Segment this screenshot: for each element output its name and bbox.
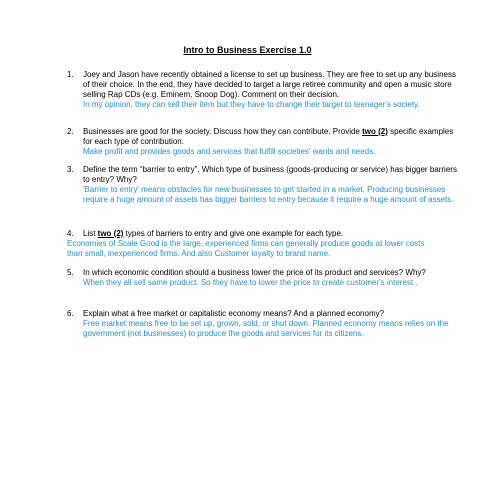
question-text-part: types of barriers to entry and give one example for each type.: [123, 229, 344, 238]
question-number: 2.: [67, 127, 74, 136]
answer-text: Free market means free to be set up, grown, sold, or shut down. Planned economy means relies on the government (not businesses) to produce the goods and services for its citizens.: [83, 319, 449, 338]
answer-text: When they all sell same product. So they have to lower the price to create customer's interest .: [83, 278, 418, 287]
question-number: 5.: [67, 268, 74, 277]
question-2: [67, 127, 457, 157]
question-number: 4.: [67, 229, 74, 238]
question-4: [67, 229, 457, 239]
question-number: 1.: [67, 70, 74, 79]
document-title: Intro to Business Exercise 1.0: [183, 45, 312, 55]
question-6: [67, 309, 457, 339]
question-text: Joey and Jason have recently obtained a license to set up business. They are free to set up any business of their choice. In the end, they have decided to target a large retiree community and open a music store selling Rap CDs (e.g. Eminem, Snoop Dog). Comment on their decision.: [83, 70, 456, 99]
answer-text: Make profit and provides goods and services that fulfill societies' wants and needs.: [83, 147, 376, 156]
question-text: In which economic condition should a business lower the price of its product and services? Why?: [83, 268, 426, 277]
question-text: [83, 127, 457, 147]
question-text-part: Businesses are good for the society. Discuss how they can contribute. Provide: [83, 127, 363, 136]
question-text: [83, 229, 457, 239]
answer-text: Economies of Scale Good is the large, experienced firms can generally produce goods at lower costs than small, inexperienced firms. And also Customer loyalty to brand name.: [67, 239, 425, 258]
emphasis-text: two (2): [97, 229, 124, 238]
answer-text: In my opinion, they can sell their item but they have to change their target to teenager's society.: [83, 100, 420, 109]
question-5: [67, 268, 457, 288]
question-text: Explain what a free market or capitalistic economy means? And a planned economy?: [83, 309, 385, 318]
emphasis-text: two (2): [362, 127, 388, 136]
question-text-part: specific examples for each type of contribution.: [83, 127, 454, 146]
question-text-part: List: [83, 229, 98, 238]
question-number: 3.: [67, 165, 74, 174]
answer-text: 'Barrier to entry' means obstacles for new businesses to get started in a market. Producing businesses require a huge amount of assets has bigger barriers to entry because it require a huge amount of assets.: [83, 185, 454, 204]
question-number: 6.: [67, 309, 74, 318]
question-text: Define the term “barrier to entry”. Which type of business (goods-producing or service) has bigger barriers to entry? Why?: [83, 165, 457, 184]
question-3: [67, 165, 457, 205]
question-1: [67, 70, 457, 110]
